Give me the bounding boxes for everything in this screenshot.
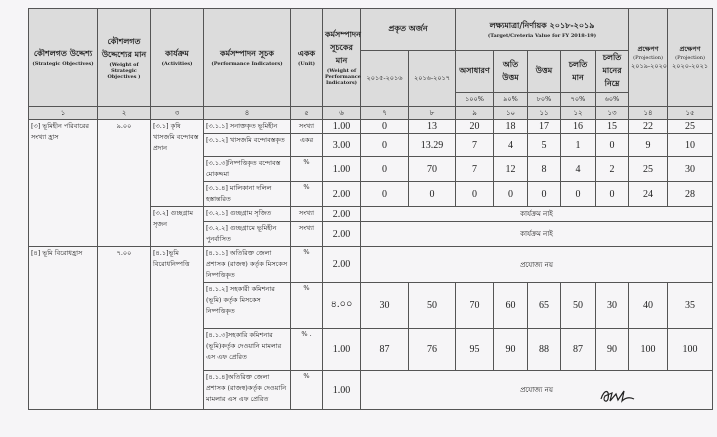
level-pct: ৮০%: [528, 93, 561, 107]
table-row: [29, 247, 713, 283]
column-index: ১০: [494, 107, 528, 120]
value-cell: 88: [528, 329, 561, 371]
header-projection-1: প্রক্ষেপণ (Projection) ২০১৯-২০২০: [629, 9, 668, 107]
header-weight: কৌশলগত উদ্দেশ্যের মান (Weight of Strategic Objectives ): [98, 9, 151, 107]
unit-cell: %: [291, 283, 323, 329]
value-cell: 50: [561, 283, 596, 329]
unit-cell: %: [291, 371, 323, 410]
indicator-weight: 1.00: [323, 157, 361, 182]
value-cell: 0: [596, 134, 629, 157]
value-cell: 0: [494, 182, 528, 207]
objective-weight: ৭.০০: [98, 247, 151, 410]
value-cell: 87: [361, 329, 409, 371]
value-cell: 0: [409, 182, 456, 207]
indicator-weight: 1.00: [323, 329, 361, 371]
value-cell: 13: [409, 120, 456, 134]
header-projection-2: প্রক্ষেপণ (Projection) ২০২০-২০২১: [668, 9, 713, 107]
value-cell: 7: [456, 157, 494, 182]
value-cell: 28: [668, 182, 713, 207]
signature: [598, 385, 638, 407]
value-cell: 0: [361, 120, 409, 134]
value-cell: 70: [456, 283, 494, 329]
note-cell: কার্যক্রম নাই: [361, 207, 713, 222]
level-pct: ৭০%: [561, 93, 596, 107]
value-cell: 30: [668, 157, 713, 182]
level-pct: ৬০%: [596, 93, 629, 107]
column-index: ৬: [323, 107, 361, 120]
level-pct: ৯০%: [494, 93, 528, 107]
indicator-weight: 2.00: [323, 207, 361, 222]
value-cell: 100: [668, 329, 713, 371]
value-cell: 18: [494, 120, 528, 134]
column-index: ১৩: [596, 107, 629, 120]
header-target: লক্ষ্যমাত্রা/নির্ণায়ক ২০১৮-২০১৯ (Target/Creteria Value for FY 2018-19): [456, 9, 629, 51]
value-cell: 9: [629, 134, 668, 157]
value-cell: 95: [456, 329, 494, 371]
value-cell: 13.29: [409, 134, 456, 157]
unit-cell: % .: [291, 329, 323, 371]
header-activities: কার্যক্রম (Activities): [151, 9, 204, 107]
column-index: ৯: [456, 107, 494, 120]
level-label: চলতি মান: [561, 51, 596, 93]
indicator-weight: 2.00: [323, 222, 361, 247]
value-cell: 25: [629, 157, 668, 182]
level-label: উত্তম: [528, 51, 561, 93]
header-indicator-weight: কর্মসম্পাদন সূচকের মান (Weight of Performance Indicators): [323, 9, 361, 107]
header-actual: প্রকৃত অর্জন: [361, 9, 456, 51]
value-cell: 5: [528, 134, 561, 157]
value-cell: 15: [596, 120, 629, 134]
note-cell: কার্যক্রম নাই: [361, 222, 713, 247]
value-cell: 4: [561, 157, 596, 182]
note-cell: প্রযোজ্য নয়: [361, 247, 713, 283]
value-cell: 12: [494, 157, 528, 182]
value-cell: 16: [561, 120, 596, 134]
header-year-1: ২০১৫-২০১৬: [361, 51, 409, 107]
value-cell: 30: [596, 283, 629, 329]
column-index: ১: [29, 107, 98, 120]
value-cell: 17: [528, 120, 561, 134]
indicator-cell: [৪.১.২] সহকারী কমিশনার (ভূমি) কর্তৃক মিসকেস নিষ্পত্তিকৃত: [204, 283, 291, 329]
value-cell: 1: [561, 134, 596, 157]
unit-cell: %: [291, 182, 323, 207]
column-index: ৫: [291, 107, 323, 120]
value-cell: 25: [668, 120, 713, 134]
header-unit: একক (Unit): [291, 9, 323, 107]
column-index: ১১: [528, 107, 561, 120]
unit-cell: সংখ্যা: [291, 120, 323, 134]
column-index: ১৪: [629, 107, 668, 120]
indicator-cell: [৪.১.১] অতিরিক্ত জেলা প্রশাসক (রাজস্ব) কর্তৃক মিসকেস নিষ্পত্তিকৃত: [204, 247, 291, 283]
objective-weight: ৯.০০: [98, 120, 151, 247]
value-cell: 0: [361, 134, 409, 157]
value-cell: 0: [596, 182, 629, 207]
value-cell: 24: [629, 182, 668, 207]
value-cell: 76: [409, 329, 456, 371]
value-cell: 50: [409, 283, 456, 329]
value-cell: 0: [361, 157, 409, 182]
value-cell: 65: [528, 283, 561, 329]
column-index: ১৫: [668, 107, 713, 120]
value-cell: 40: [629, 283, 668, 329]
indicator-cell: [৩.২.১] গুচ্ছগ্রাম সৃজিত: [204, 207, 291, 222]
unit-cell: %: [291, 157, 323, 182]
value-cell: 35: [668, 283, 713, 329]
value-cell: 30: [361, 283, 409, 329]
performance-table: [28, 8, 713, 410]
value-cell: 87: [561, 329, 596, 371]
value-cell: 90: [596, 329, 629, 371]
value-cell: 20: [456, 120, 494, 134]
objective-cell: [৪] ভূমি বিরোধহ্রাস: [29, 247, 98, 410]
value-cell: 7: [456, 134, 494, 157]
value-cell: 60: [494, 283, 528, 329]
indicator-cell: [৩.১.৪] মালিকানা দলিল হস্তান্তরিত: [204, 182, 291, 207]
value-cell: 2: [596, 157, 629, 182]
column-index: ১২: [561, 107, 596, 120]
header-year-2: ২০১৬-২০১৭: [409, 51, 456, 107]
indicator-cell: [৩.১.২] খাসজমি বন্দোবস্তকৃত: [204, 134, 291, 157]
level-label: অসাধারণ: [456, 51, 494, 93]
value-cell: 8: [528, 157, 561, 182]
indicator-cell: [৩.২.২] গুচ্ছগ্রামে ভূমিহীন পুনর্বাসিত: [204, 222, 291, 247]
column-index: ২: [98, 107, 151, 120]
activity-cell: [৩.১] কৃষি খাসজমি বন্দোবস্ত প্রদান: [151, 120, 204, 207]
value-cell: 0: [361, 182, 409, 207]
indicator-weight: ৪.০০: [323, 283, 361, 329]
header-objectives: কৌশলগত উদ্দেশ্য (Strategic Objectives): [29, 9, 98, 107]
indicator-weight: 1.00: [323, 120, 361, 134]
indicator-cell: [৩.১.১] সনাক্তকৃত ভূমিহীন: [204, 120, 291, 134]
value-cell: 4: [494, 134, 528, 157]
value-cell: 22: [629, 120, 668, 134]
value-cell: 0: [528, 182, 561, 207]
unit-cell: সংখ্যা: [291, 222, 323, 247]
note-cell: প্রযোজ্য নয়: [361, 371, 713, 410]
indicator-weight: 2.00: [323, 182, 361, 207]
value-cell: 0: [561, 182, 596, 207]
unit-cell: %: [291, 247, 323, 283]
unit-cell: একর: [291, 134, 323, 157]
value-cell: 100: [629, 329, 668, 371]
level-pct: ১০০%: [456, 93, 494, 107]
indicator-cell: [৩.১.৩]নিষ্পত্তিকৃত বন্দোবস্ত মোকদ্দমা: [204, 157, 291, 182]
unit-cell: সংখ্যা: [291, 207, 323, 222]
indicator-weight: 1.00: [323, 371, 361, 410]
level-label: অতি উত্তম: [494, 51, 528, 93]
indicator-weight: 2.00: [323, 247, 361, 283]
activity-cell: [৩.২] গুচ্ছগ্রাম সৃজন: [151, 207, 204, 247]
column-index: ৩: [151, 107, 204, 120]
column-index-row: [29, 107, 713, 120]
column-index: ৮: [409, 107, 456, 120]
value-cell: 70: [409, 157, 456, 182]
indicator-weight: 3.00: [323, 134, 361, 157]
value-cell: 90: [494, 329, 528, 371]
indicator-cell: [৪.১.৪]অতিরিক্ত জেলা প্রশাসক (রাজস্ব)কর্তৃক দেওয়ানি মামলার এস এফ প্রেরিত: [204, 371, 291, 410]
column-index: ৪: [204, 107, 291, 120]
table-row: [29, 120, 713, 134]
indicator-cell: [৪.১.৩]সহকারি কমিশনার (ভূমি)কর্তৃক দেওয়ানি মামলার এস এফ প্রেরিত: [204, 329, 291, 371]
objective-cell: [৩] ভূমিহীন পরিবারের সংখ্যা হ্রাস: [29, 120, 98, 247]
level-label: চলতি মানের নিম্নে: [596, 51, 629, 93]
value-cell: 0: [456, 182, 494, 207]
activity-cell: [৪.১]ভূমি বিরোধনিষ্পত্তি: [151, 247, 204, 410]
header-indicators: কর্মসম্পাদন সূচক (Performance Indicators): [204, 9, 291, 107]
value-cell: 10: [668, 134, 713, 157]
column-index: ৭: [361, 107, 409, 120]
